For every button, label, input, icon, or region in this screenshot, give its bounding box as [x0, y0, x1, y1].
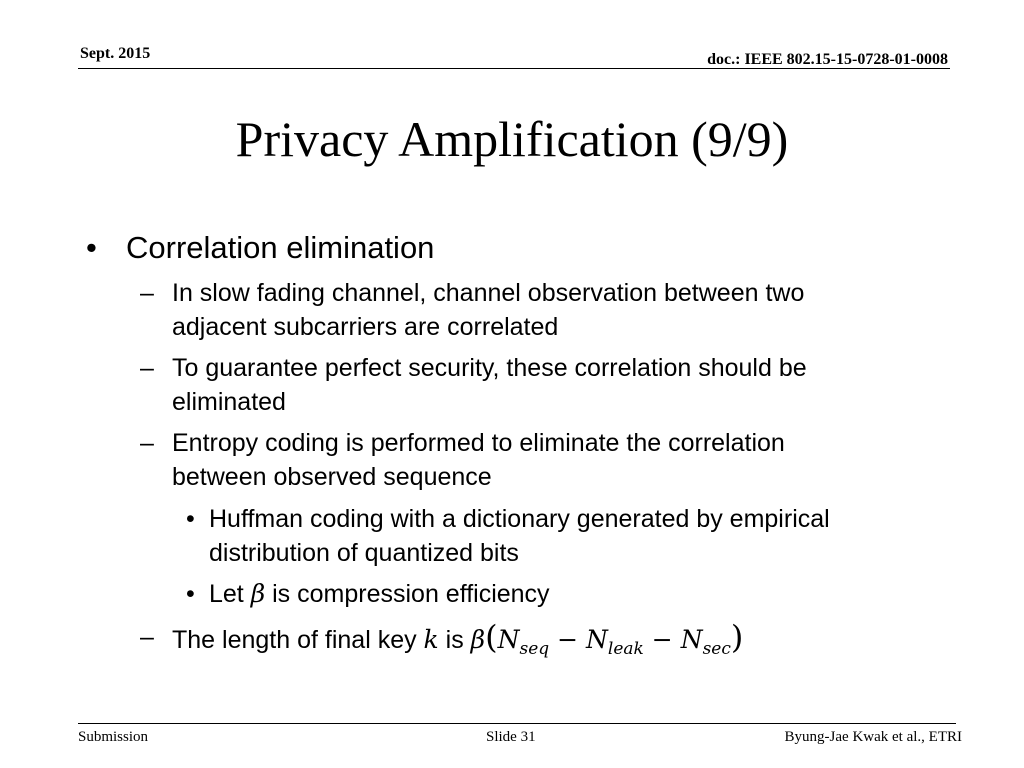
- dash-bullet: –: [140, 354, 154, 382]
- formula-minus: −: [651, 625, 673, 654]
- sub-sub-bullet-a-line1: Huffman coding with a dictionary generated by empirical: [209, 505, 830, 533]
- sub-bullet-1-line2: adjacent subcarriers are correlated: [172, 313, 559, 341]
- sub-bullet-4: [172, 620, 743, 657]
- dash-bullet: –: [140, 279, 154, 307]
- formula-n-leak: $N_{leak}$: [586, 625, 644, 659]
- formula-close-paren: ): [730, 618, 744, 656]
- footer-rule: [78, 723, 956, 724]
- is-label: is: [445, 626, 464, 654]
- bullet-correlation-elimination: Correlation elimination: [126, 230, 435, 265]
- dash-bullet: –: [140, 623, 154, 651]
- sub-bullet-2-line1: To guarantee perfect security, these correlation should be: [172, 354, 807, 382]
- key-var-k: k: [423, 625, 439, 654]
- bullet-level1: •: [86, 230, 97, 265]
- footer-slide-number: Slide 31: [486, 729, 536, 745]
- formula: [470, 618, 744, 659]
- formula-minus: −: [557, 625, 579, 654]
- formula-beta: β: [470, 625, 486, 654]
- bullet-level3: •: [186, 505, 195, 533]
- header-rule: [78, 68, 950, 69]
- header-doc-id: doc.: IEEE 802.15-15-0728-01-0008: [707, 51, 948, 68]
- final-key-label: The length of final key: [172, 626, 417, 654]
- sub-bullet-3-line2: between observed sequence: [172, 463, 492, 491]
- header-date: Sept. 2015: [80, 45, 151, 62]
- sub-bullet-2-line2: eliminated: [172, 388, 286, 416]
- formula-n-seq: $N_{seq}$: [497, 625, 550, 659]
- footer-author: Byung-Jae Kwak et al., ETRI: [784, 729, 962, 745]
- sub-bullet-1-line1: In slow fading channel, channel observation between two: [172, 279, 805, 307]
- sub-bullet-3-line1: Entropy coding is performed to eliminate the correlation: [172, 429, 785, 457]
- sub-sub-bullet-b: [209, 577, 550, 611]
- formula-open-paren: (: [485, 618, 498, 656]
- compression-label: is compression efficiency: [272, 580, 550, 608]
- sub-sub-bullet-a-line2: distribution of quantized bits: [209, 539, 519, 567]
- bullet-level3: •: [186, 580, 195, 608]
- dash-bullet: –: [140, 429, 154, 457]
- beta-symbol: β: [250, 579, 266, 608]
- let-label: Let: [209, 580, 244, 608]
- formula-n-sec: $N_{sec}$: [680, 625, 731, 659]
- slide-title: Privacy Amplification (9/9): [235, 111, 789, 167]
- footer-submission: Submission: [78, 729, 149, 745]
